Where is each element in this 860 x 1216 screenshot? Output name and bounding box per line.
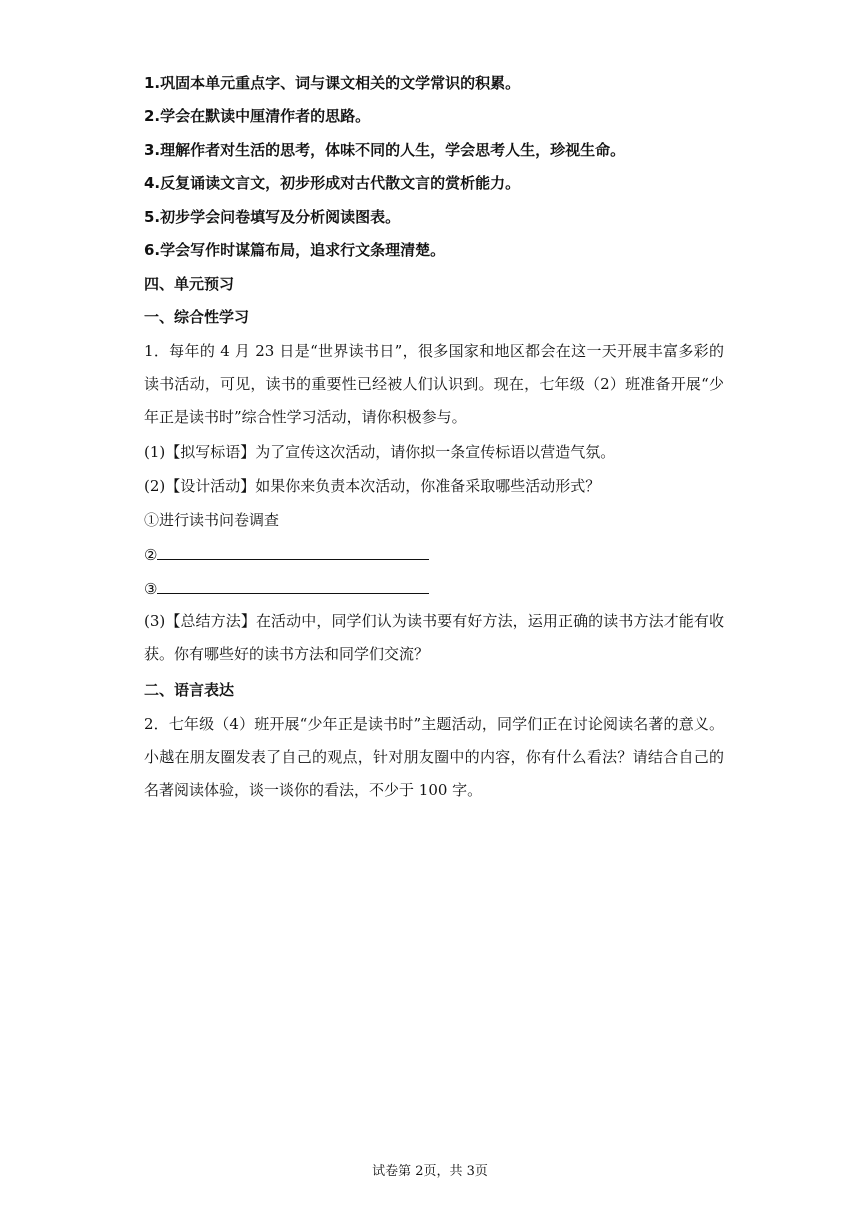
question-1-sub-2: (2)【设计活动】如果你来负责本次活动，你准备采取哪些活动形式？: [144, 477, 601, 495]
objective-5: 5.初步学会问卷填写及分析阅读图表。: [144, 208, 401, 226]
answer-blank-2[interactable]: [157, 544, 429, 560]
objective-1: 1.巩固本单元重点字、词与课文相关的文学常识的积累。: [144, 74, 521, 92]
question-1-option-3: [144, 578, 429, 599]
section-heading-preview: 四、单元预习: [144, 275, 235, 293]
option-3-marker: ③: [144, 580, 158, 598]
answer-blank-3[interactable]: [157, 578, 429, 594]
part1-heading: 一、综合性学习: [144, 308, 250, 326]
part2-heading: 二、语言表达: [144, 681, 235, 699]
question-2: 2．七年级（4）班开展“少年正是读书时”主题活动，同学们正在讨论阅读名著的意义。小越在朋友圈发表了自己的观点，针对朋友圈中的内容，你有什么看法？请结合自己的名著阅读体验，谈一谈你的看法，不少于 100 字。: [144, 715, 724, 799]
objective-2: 2.学会在默读中厘清作者的思路。: [144, 107, 371, 125]
objective-6: 6.学会写作时谋篇布局，追求行文条理清楚。: [144, 241, 446, 259]
option-2-marker: ②: [144, 546, 158, 564]
question-1-sub-1: (1)【拟写标语】为了宣传这次活动，请你拟一条宣传标语以营造气氛。: [144, 443, 616, 461]
question-1-sub-3: (3)【总结方法】在活动中，同学们认为读书要有好方法，运用正确的读书方法才能有收获。你有哪些好的读书方法和同学们交流？: [144, 612, 724, 663]
question-1-option-2: [144, 544, 429, 565]
objective-4: 4.反复诵读文言文，初步形成对古代散文言的赏析能力。: [144, 174, 521, 192]
question-1-option-1: ①进行读书问卷调查: [144, 511, 280, 529]
page-footer: 试卷第 2页，共 3页: [372, 1164, 488, 1179]
objective-3: 3.理解作者对生活的思考，体味不同的人生，学会思考人生，珍视生命。: [144, 141, 626, 159]
question-1-intro: 1．每年的 4 月 23 日是“世界读书日”，很多国家和地区都会在这一天开展丰富多彩的读书活动，可见，读书的重要性已经被人们认识到。现在，七年级（2）班准备开展“少年正是读书时”综合性学习活动，请你积极参与。: [144, 342, 724, 426]
